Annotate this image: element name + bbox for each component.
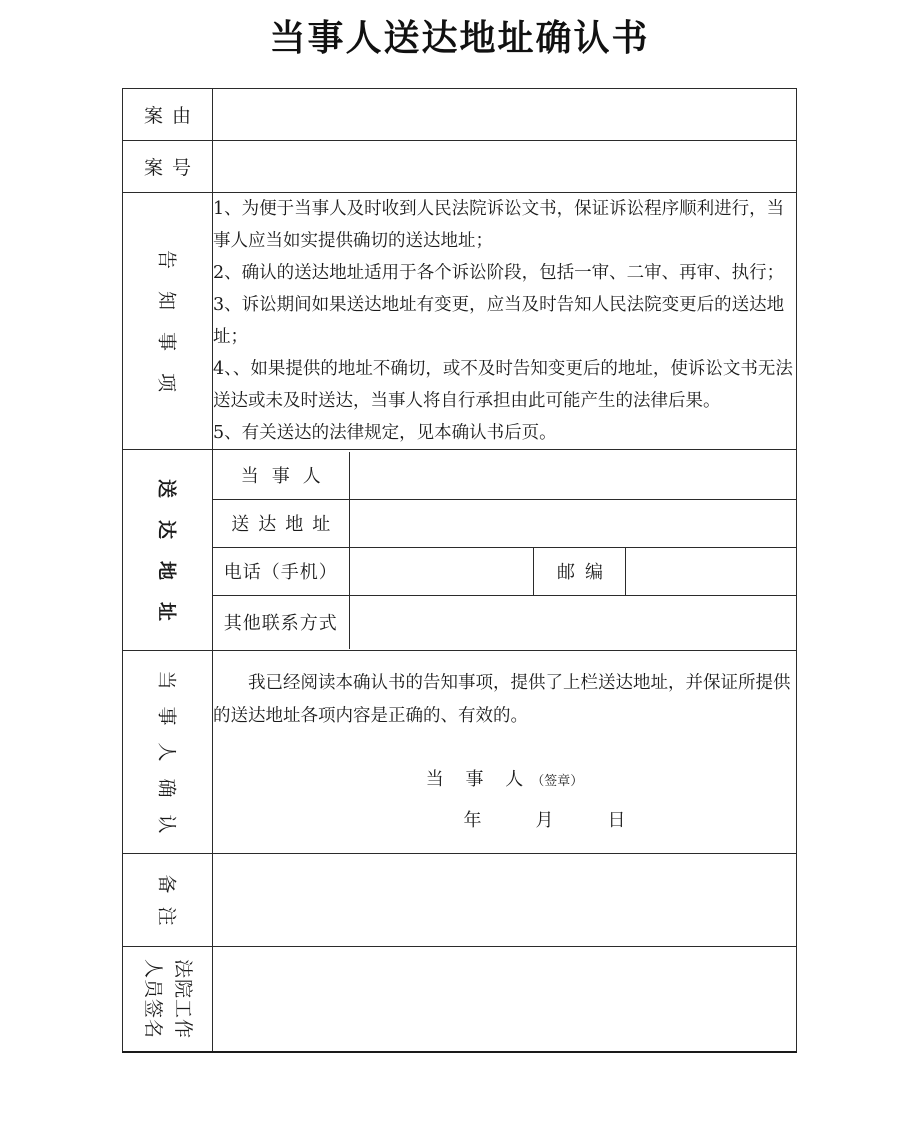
label-court-staff-signature-text <box>138 959 198 1039</box>
party-confirmation-body <box>213 651 797 854</box>
notice-item-5: 5、有关送达的法律规定，见本确认书后页。 <box>213 423 557 443</box>
page-title: 当事人送达地址确认书 <box>269 18 650 59</box>
label-delivery-address <box>123 450 213 651</box>
field-party[interactable] <box>349 452 796 500</box>
field-address[interactable] <box>349 499 796 547</box>
notice-item-2: 2、确认的送达地址适用于各个诉讼阶段，包括一审、二审、再审、执行； <box>213 263 785 283</box>
label-case-number: 案号 <box>123 141 213 193</box>
delivery-address-subtable-wrapper <box>213 450 797 651</box>
label-notice-items-text: 告知事项 <box>155 249 177 415</box>
label-remarks <box>123 854 213 947</box>
field-other-contact[interactable] <box>349 595 796 649</box>
subrow-address <box>213 499 796 547</box>
confirmation-statement: 我已经阅读本确认书的告知事项，提供了上栏送达地址，并保证所提供的送达地址各项内容是正确的、有效的。 <box>213 673 791 726</box>
notice-item-3: 3、诉讼期间如果送达地址有变更，应当及时告知人民法院变更后的送达地址； <box>213 295 785 347</box>
field-case-number[interactable] <box>213 141 797 193</box>
notice-items-body <box>213 193 797 450</box>
subrow-phone-postal <box>213 547 796 595</box>
court-staff-label-line-1: 法院工作 <box>171 958 194 1040</box>
signature-seal-note: （签章） <box>531 774 584 789</box>
table-row-notice <box>123 193 797 450</box>
field-postal-code[interactable] <box>626 547 796 595</box>
table-row-delivery-address <box>123 450 797 651</box>
label-party: 当事人 <box>213 452 349 500</box>
label-address: 送达地址 <box>213 499 349 547</box>
label-notice-items <box>123 193 213 450</box>
delivery-address-confirmation-form <box>122 88 797 1053</box>
delivery-address-subtable <box>213 452 796 649</box>
field-phone[interactable] <box>349 547 534 595</box>
date-month-label: 月 <box>535 810 554 831</box>
signature-label: 当 事 人 <box>425 769 532 790</box>
notice-item-1: 1、为便于当事人及时收到人民法院诉讼文书，保证诉讼程序顺利进行，当事人应当如实提供确切的送达地址； <box>213 199 785 251</box>
notice-item-4: 4、、如果提供的地址不确切，或不及时告知变更后的地址，使诉讼文书无法送达或未及时送达，当事人将自行承担由此可能产生的法律后果。 <box>213 359 793 411</box>
label-postal-code: 邮编 <box>534 547 626 595</box>
table-row-court-staff-signature <box>123 947 797 1053</box>
label-delivery-address-text: 送达地址 <box>155 478 177 644</box>
table-row-case-cause <box>123 89 797 141</box>
table-row-case-number <box>123 141 797 193</box>
signature-line <box>213 763 796 798</box>
date-day-label: 日 <box>607 810 626 831</box>
table-row-party-confirmation <box>123 651 797 854</box>
label-party-confirmation <box>123 651 213 854</box>
date-year-label: 年 <box>463 810 482 831</box>
date-line <box>213 804 796 837</box>
table-row-remarks <box>123 854 797 947</box>
field-court-staff-signature[interactable] <box>213 947 797 1053</box>
label-phone: 电话（手机） <box>213 547 349 595</box>
subrow-other-contact <box>213 595 796 649</box>
field-remarks[interactable] <box>213 854 797 947</box>
field-case-cause[interactable] <box>213 89 797 141</box>
label-court-staff-signature <box>123 947 213 1053</box>
label-remarks-text: 备注 <box>155 874 177 939</box>
label-party-confirmation-text: 当事人确认 <box>155 670 177 851</box>
subrow-party <box>213 452 796 500</box>
label-other-contact: 其他联系方式 <box>213 595 349 649</box>
court-staff-label-line-2: 人员签名 <box>141 958 164 1040</box>
label-case-cause: 案由 <box>123 89 213 141</box>
